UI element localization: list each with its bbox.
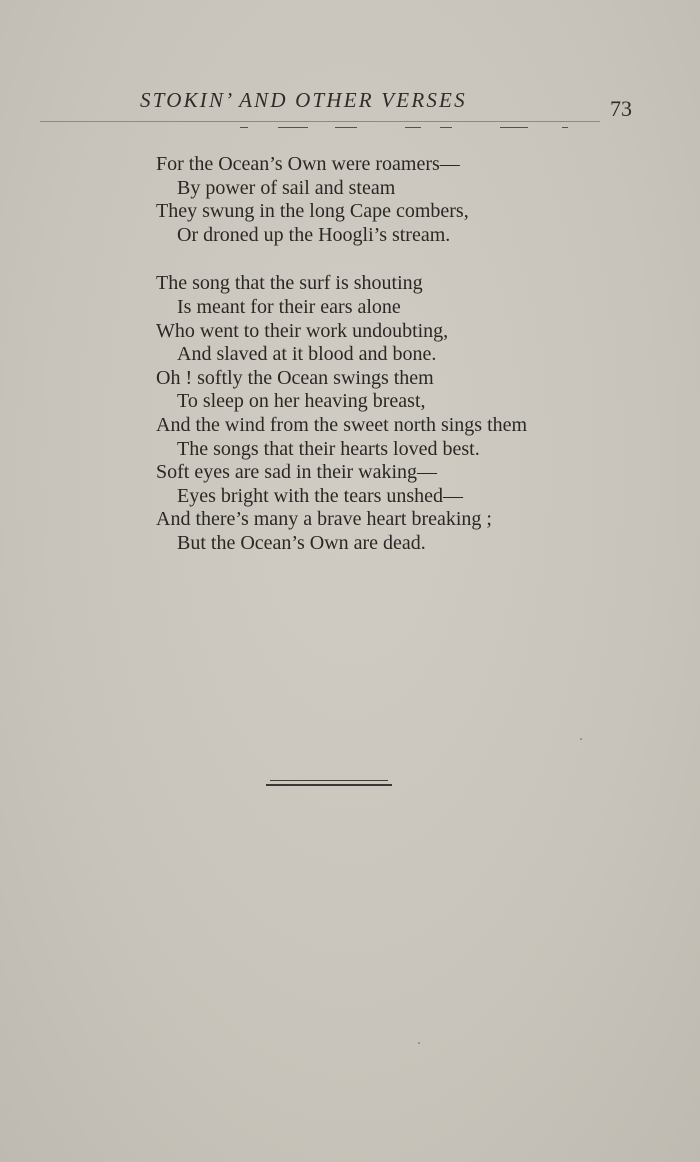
stanza-2 [156,272,656,555]
poem-line: Oh ! softly the Ocean swings them [156,366,434,389]
poem-line: Is meant for their ears alone [177,295,401,318]
ornament-rule-thick [266,784,392,786]
poem-line: And the wind from the sweet north sings them [156,413,528,436]
poem-line: The songs that their hearts loved best. [177,437,480,460]
poem-line: Eyes bright with the tears unshed— [177,484,464,507]
poem-line: And slaved at it blood and bone. [177,343,437,366]
poem-line: To sleep on her heaving breast, [177,390,426,413]
ornament-rule-thin [270,780,388,781]
poem-body [156,153,656,556]
running-head-title: STOKIN’ AND OTHER VERSES [140,88,467,112]
page-number: 73 [610,96,632,121]
header-rule-marks [240,127,570,130]
poem-line: The song that the surf is shouting [156,272,423,295]
poem-line: Who went to their work undoubting, [156,319,449,342]
end-ornament-rule [266,780,392,790]
poem-line: They swung in the long Cape combers, [156,200,469,223]
header-rule [40,121,600,122]
poem-line: Or droned up the Hoogli’s stream. [177,223,451,246]
poem-line: Soft eyes are sad in their waking— [156,461,438,484]
poem-line: By power of sail and steam [177,176,396,199]
poem-line: For the Ocean’s Own were roamers— [156,153,460,175]
paper-speck [418,1042,420,1044]
paper-speck [580,738,582,740]
poem-line: But the Ocean’s Own are dead. [177,531,426,554]
poem-line: And there’s many a brave heart breaking ; [156,508,492,531]
stanza-1 [156,153,656,247]
